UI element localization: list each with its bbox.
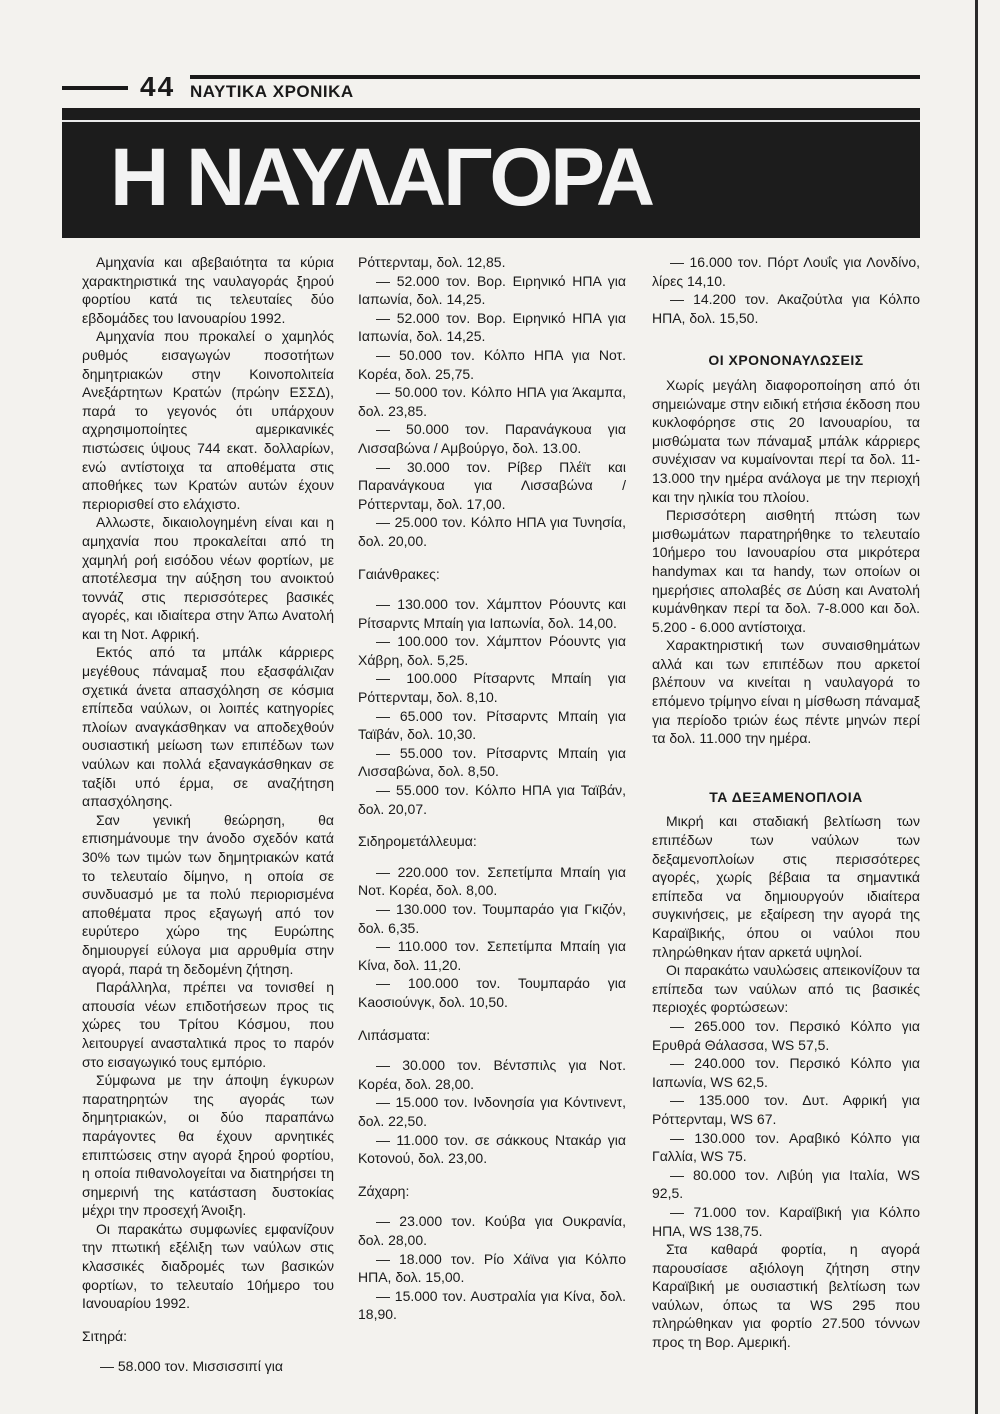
list-item: — 50.000 τον. Κόλπο ΗΠΑ για Νοτ. Κορέα, δολ. 25,75. [358, 346, 626, 382]
paragraph: Εκτός από τα μπάλκ κάρριερς μεγέθους πάναμαξ που εξασφάλιζαν σχετικά άνετα απασχόληση σε κόσμια επίπεδα ναύλων, οι λοιπές κατηγορίες πλοίων αναγκάσθηκαν να αποδεχθούν ουσιαστική μείωση των επιπέδων των ναύλων και πολλά εξαναγκάσθηκαν σε ταξίδι υπό έρμα, σε αναζήτηση απασχόλησης. [82, 644, 334, 810]
section-heading-time-charters: ΟΙ ΧΡΟΝΟΝΑΥΛΩΣΕΙΣ [708, 352, 864, 369]
list-item: — 100.000 τον. Χάμπτον Ρόουντς για Χάβρη, δολ. 5,25. [358, 633, 626, 668]
list-item: — 130.000 τον. Χάμπτον Ρόουντς και Ρίτσαρντς Μπαίη για Ιαπωνία, δολ. 14,00. [358, 596, 626, 631]
list-item: — 52.000 τον. Βορ. Ειρηνικό ΗΠΑ για Ιαπωνία, δολ. 14,25. [358, 272, 626, 308]
paragraph: Αλλωστε, δικαιολογημένη είναι και η αμηχανία που προκαλείται από τη χαμηλή ροή εισόδου νέων φορτίων, με αποτέλεσμα την αύξηση του ανοικτού τοννάζ στις περισσότερες βασικές αγορές, και ιδιαίτερα στην Άπω Ανατολή και τη Νοτ. Αφρική. [82, 514, 334, 642]
list-item: — 100.000 Ρίτσαρντς Μπαίη για Ρόττερνταμ, δολ. 8,10. [358, 670, 626, 706]
paragraph: Περισσότερη αισθητή πτώση των μισθωμάτων παρατηρήθηκε το τελευταίο 10ήμερο του Ιανουαρίου στα μικρότερα handymax και τα handy, των οποίων οι ημερήσιες απολαβές σε Δύση και Ανατολή κυμάνθηκαν περί τα δολ. 7-8.000 και δολ. 5.200 - 6.000 αντίστοιχα. [652, 507, 920, 635]
list-item: — 130.000 τον. Τουμπαράο για Γκιζόν, δολ. 6,35. [358, 901, 626, 936]
column-2 [358, 253, 626, 1324]
list-item: — 50.000 τον. Κόλπο ΗΠΑ για Άκαμπα, δολ. 23,85. [358, 384, 626, 419]
list-item: — 30.000 τον. Ρίβερ Πλέϊτ και Παρανάγκουα για Λισσαβώνα / Ρόττερνταμ, δολ. 17,00. [358, 458, 626, 512]
list-item: — 100.000 τον. Τουμπαράο για Κaoσιούνγκ, δολ. 10,50. [358, 975, 626, 1010]
list-item: — 16.000 τον. Πόρτ Λουΐς για Λονδίνο, λίρες 14,10. [652, 254, 920, 289]
section-label-sugar: Ζάχαρη: [358, 1182, 410, 1199]
header-rule-top [190, 75, 920, 79]
list-item: — 110.000 τον. Σεπετίμπα Μπαίη για Κίνα, δολ. 11,20. [358, 938, 626, 973]
section-label-coal: Γαιάνθρακες: [358, 565, 440, 582]
paragraph: Σαν γενική θεώρηση, θα επισημάνουμε την άνοδο σχεδόν κατά 30% των τιμών των δημητριακών κατά το τελευταίο δίμηνο, η οποία σε συνδυασμό με τα πολύ περιορισμένα αποθέματα προς εξαγωγή από τον ευρύτερο χώρο της Ευρώπης δημιουργεί εύλογα μια αρρυθμία στην αγορά, παρά τη δεδομένη ζήτηση. [82, 811, 334, 977]
list-item: — 58.000 τον. Μισσισσιπί για [100, 1358, 283, 1375]
list-item: — 30.000 τον. Βέντσπιλς για Νοτ. Κορέα, δολ. 28,00. [358, 1057, 626, 1092]
list-item: — 25.000 τον. Κόλπο ΗΠΑ για Τυνησία, δολ. 20,00. [358, 514, 626, 549]
paragraph: Αμηχανία και αβεβαιότητα τα κύρια χαρακτηριστικά της ναυλαγοράς ξηρού φορτίου κατά τις τελευταίες δύο εβδομάδες του Ιανουαρίου 1992. [82, 254, 334, 326]
paragraph: Στα καθαρά φορτία, η αγορά παρουσίασε αξιόλογη ζήτηση στην Καραϊβική με ουσιαστική βελτίωση των ναύλων, όπως τα WS 295 που πληρώθηκαν για φορτίο 27.500 τόννων προς τη Βορ. Αμερική. [652, 1241, 920, 1351]
list-item: — 50.000 τον. Παρανάγκουα για Λισσαβώνα / Αμβούργο, δολ. 13.00. [358, 421, 626, 456]
list-item: — 18.000 τον. Ρίο Χάϊνα για Κόλπο ΗΠΑ, δολ. 15,00. [358, 1250, 626, 1286]
list-item: — 15.000 τον. Αυστραλία για Κίνα, δολ. 18,90. [358, 1287, 626, 1323]
list-item: — 240.000 τον. Περσικό Κόλπο για Ιαπωνία, WS 62,5. [652, 1055, 920, 1090]
list-item: — 14.200 τον. Ακαζούτλα για Κόλπο ΗΠΑ, δολ. 15,50. [652, 291, 920, 326]
paragraph: Παράλληλα, πρέπει να τονισθεί η απουσία νέων επιδοτήσεων προς τις χώρες του Τρίτου Κόσμου, που λειτουργεί ανασταλτικά προς το παρόν στο εισαγωγικό τους εμπόριο. [82, 979, 334, 1070]
banner-title: Η ΝΑΥΛΑΓΟΡΑ [110, 132, 653, 223]
title-banner [62, 108, 920, 238]
header-rule-left [62, 86, 128, 90]
list-item: — 11.000 τον. σε σάκκους Ντακάρ για Κοτονού, δολ. 23,00. [358, 1131, 626, 1167]
list-item: — 130.000 τον. Αραβικό Κόλπο για Γαλλία, WS 75. [652, 1129, 920, 1165]
paragraph: Σύμφωνα με την άποψη έγκυρων παρατηρητών της αγοράς των δημητριακών, οι δύο παραπάνω παράγοντες θα έχουν αρνητικές επιπτώσεις στην αγορά ξηρού φορτίου, η οποία πιθανολογείται να διατηρήσει τη σημερινή της κατάσταση δυστοκίας μέχρι την προσεχή Άνοιξη. [82, 1072, 334, 1219]
paragraph: Αμηχανία που προκαλεί ο χαμηλός ρυθμός εισαγωγών ποσοτήτων δημητριακών στην Κοινοπολιτεία Ανεξάρτητων Κρατών (πρώην ΕΣΣΔ), παρά το γεγονός ότι υπάρχουν αχρησιμοποίητες αμερικανικές πιστώσεις ύψους 744 εκατ. δολλαρίων, ενώ αντίστοιχα τα αποθέματα στις αποθήκες των Κρατών αυτών έχουν περιορισθεί στο ελάχιστο. [82, 328, 334, 512]
list-item: — 52.000 τον. Βορ. Ειρηνικό ΗΠΑ για Ιαπωνία, δολ. 14,25. [358, 309, 626, 345]
paragraph: Χαρακτηριστική των συναισθημάτων αλλά και των επιπέδων που αρκετοί βλέπουν να κινείται η ναυλαγορά το επόμενο τρίμηνο είναι η μίσθωση πάναμαξ για περίοδο τριών έως πέντε μηνών περί τα δολ. 11.000 την ημέρα. [652, 637, 920, 747]
list-item: — 23.000 τον. Κούβα για Ουκρανία, δολ. 28,00. [358, 1213, 626, 1248]
list-item: — 80.000 τον. Λιβύη για Ιταλία, WS 92,5. [652, 1166, 920, 1202]
column-1 [82, 253, 334, 1376]
list-item: — 265.000 τον. Περσικό Κόλπο για Ερυθρά Θάλασσα, WS 57,5. [652, 1017, 920, 1053]
page-edge-line [975, 0, 978, 1414]
section-label-grain: Σιτηρά: [82, 1327, 128, 1344]
list-item: — 135.000 τον. Δυτ. Αφρική για Ρόττερνταμ, WS 67. [652, 1092, 920, 1127]
paragraph: Οι παρακάτω συμφωνίες εμφανίζουν την πτωτική εξέλιξη των ναύλων στις κλασσικές διαδρομές των βασικών φορτίων, το τελευταίο 10ήμερο του Ιανουαρίου 1992. [82, 1220, 334, 1312]
publication-name: ΝΑΥΤΙΚΑ ΧΡΟΝΙΚΑ [190, 82, 354, 101]
list-item: — 71.000 τον. Καραϊβική για Κόλπο ΗΠΑ, WS 138,75. [652, 1203, 920, 1239]
page-number: 44 [140, 71, 176, 102]
list-item: — 55.000 τον. Κόλπο ΗΠΑ για Ταϊβάν, δολ. 20,07. [358, 782, 626, 817]
list-item: Ρόττερνταμ, δολ. 12,85. [358, 254, 506, 270]
list-item: — 220.000 τον. Σεπετίμπα Μπαίη για Νοτ. Κορέα, δολ. 8,00. [358, 863, 626, 899]
paragraph: Οι παρακάτω ναυλώσεις απεικονίζουν τα επίπεδα των ναύλων από τις βασικές περιοχές φορτώσεων: [652, 962, 920, 1016]
list-item: — 15.000 τον. Ινδονησία για Κόντινεντ, δολ. 22,50. [358, 1094, 626, 1129]
paragraph: Μικρή και σταδιακή βελτίωση των επιπέδων των ναύλων των δεξαμενοπλοίων στις περισσότερες αγορές, χωρίς βέβαια τα σημαντικά επίπεδα να δημιουργούν ιδιαίτερα συγκινήσεις, με εξαίρεση την αγορά της Καραϊβικής, όπου οι ναύλοι που πληρώθηκαν ήταν αρκετά υψηλοί. [652, 813, 920, 960]
list-item: — 55.000 τον. Ρίτσαρντς Μπαίη για Λισσαβώνα, δολ. 8,50. [358, 744, 626, 780]
section-heading-tankers: ΤΑ ΔΕΞΑΜΕΝΟΠΛΟΙΑ [709, 788, 863, 805]
list-item: — 65.000 τον. Ρίτσαρντς Μπαίη για Ταϊβάν, δολ. 10,30. [358, 707, 626, 743]
section-label-ore: Σιδηρομετάλλευμα: [358, 833, 477, 850]
page-header [62, 72, 920, 106]
section-label-fertilizers: Λιπάσματα: [358, 1026, 431, 1043]
paragraph: Χωρίς μεγάλη διαφοροποίηση από ότι σημειώναμε στην ειδική ετήσια έκδοση που κυκλοφόρησε στις 20 Ιανουαρίου, τα μισθώματα των πάναμαξ μπάλκ κάρριερς συνέχισαν να κυμαίνονται περί τα δολ. 11-13.000 την ημέρα ανάλογα με την περιοχή και την ηλικία του πλοίου. [652, 376, 920, 505]
column-3 [652, 253, 920, 1352]
